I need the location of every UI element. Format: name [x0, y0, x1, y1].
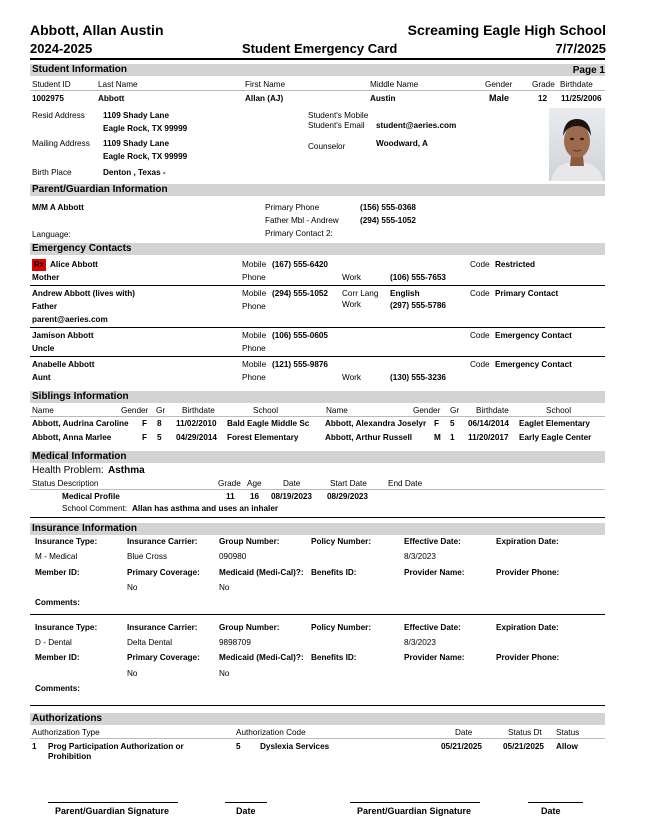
auth-status: Allow	[556, 742, 578, 751]
resid-address-line1: 1109 Shady Lane	[103, 111, 169, 120]
divider	[30, 90, 605, 91]
medical-age: 16	[250, 492, 260, 501]
sibling2-birthdate: 04/29/2014	[176, 433, 217, 442]
auth-date: 05/21/2025	[441, 742, 482, 751]
counselor: Woodward, A	[376, 139, 428, 148]
student-name-title: Abbott, Allan Austin	[30, 22, 164, 38]
parent-signature-label-2: Parent/Guardian Signature	[357, 806, 472, 816]
sibling3-school: Eaglet Elementary	[519, 419, 590, 428]
policy1-carrier: Blue Cross	[127, 552, 168, 561]
divider	[30, 705, 605, 706]
label-corr-lang: Corr Lang	[342, 289, 379, 298]
birth-place: Denton , Texas -	[103, 168, 166, 177]
label-provider-name: Provider Name:	[404, 568, 465, 577]
label-student-mobile: Student's Mobile	[308, 111, 369, 120]
label-code: Code	[470, 360, 490, 369]
label-provider-phone: Provider Phone:	[496, 568, 560, 577]
label-insurance-type: Insurance Type:	[35, 623, 98, 632]
divider	[30, 356, 605, 357]
label-phone: Phone	[242, 273, 266, 282]
sibling2-school: Forest Elementary	[227, 433, 299, 442]
sibling4-gender: M	[434, 433, 441, 442]
label-expiration-date: Expiration Date:	[496, 623, 559, 632]
primary-phone: (156) 555-0368	[360, 203, 416, 212]
contact2-email: parent@aeries.com	[32, 315, 108, 324]
divider	[30, 489, 605, 490]
contact4-relation: Aunt	[32, 373, 51, 382]
student-gender: Male	[489, 93, 510, 103]
contact2-code: Primary Contact	[495, 289, 559, 298]
auth-col-status: Status	[556, 728, 580, 737]
label-work: Work	[342, 273, 361, 282]
policy2-carrier: Delta Dental	[127, 638, 173, 647]
label-group-number: Group Number:	[219, 623, 280, 632]
medical-description: Medical Profile	[62, 492, 120, 501]
policy2-medicaid: No	[219, 669, 230, 678]
rx-medical-icon: Rx	[33, 260, 45, 269]
divider	[30, 517, 605, 518]
date-line	[528, 802, 583, 803]
student-birthdate: 11/25/2006	[561, 94, 602, 103]
sibling1-school: Bald Eagle Middle Sc	[227, 419, 310, 428]
label-student-email: Student's Email	[308, 121, 365, 130]
divider	[30, 285, 605, 286]
authorizations-header: Authorizations	[30, 713, 605, 725]
med-col-date: Date	[283, 479, 301, 488]
label-primary-coverage: Primary Coverage:	[127, 653, 200, 662]
sib-col-name: Name	[32, 406, 54, 415]
health-problem: Asthma	[108, 465, 145, 476]
label-benefits-id: Benefits ID:	[311, 653, 357, 662]
policy2-group: 9898709	[219, 638, 251, 647]
father-mobile: (294) 555-1052	[360, 216, 416, 225]
label-counselor: Counselor	[308, 142, 346, 151]
sib-col-gr: Gr	[156, 406, 166, 415]
label-member-id: Member ID:	[35, 568, 80, 577]
label-expiration-date: Expiration Date:	[496, 537, 559, 546]
label-work: Work	[342, 373, 361, 382]
contact4-work: (130) 555-3236	[390, 373, 446, 382]
sibling2-gender: F	[142, 433, 148, 442]
auth-code: Dyslexia Services	[260, 742, 330, 751]
siblings-header: Siblings Information	[30, 391, 605, 403]
school-comment: Allan has asthma and uses an inhaler	[132, 504, 279, 513]
label-mobile: Mobile	[242, 360, 267, 369]
contact1-name: Alice Abbott	[50, 260, 98, 269]
contact3-mobile: (106) 555-0605	[272, 331, 328, 340]
label-health-problem: Health Problem:	[32, 465, 104, 476]
auth-type-line1: Prog Participation Authorization or	[48, 742, 184, 751]
auth-status-date: 05/21/2025	[503, 742, 544, 751]
parent-info-header: Parent/Guardian Information	[30, 184, 605, 196]
label-mobile: Mobile	[242, 331, 267, 340]
med-col-grade: Grade	[218, 479, 241, 488]
date-label-2: Date	[541, 806, 561, 816]
contact2-work: (297) 555-5786	[390, 301, 446, 310]
label-code: Code	[470, 260, 490, 269]
mailing-address-line2: Eagle Rock, TX 99999	[103, 152, 188, 161]
contact2-mobile: (294) 555-1052	[272, 289, 328, 298]
label-resid-address: Resid Address	[32, 111, 85, 120]
label-phone: Phone	[242, 344, 266, 353]
med-col-age: Age	[247, 479, 262, 488]
label-effective-date: Effective Date:	[404, 537, 461, 546]
student-last-name: Abbott	[98, 94, 125, 103]
page-number: Page 1	[572, 65, 605, 76]
label-middle-name: Middle Name	[370, 80, 419, 89]
parent-name: M/M A Abbott	[32, 203, 84, 212]
policy1-medicaid: No	[219, 583, 230, 592]
med-col-status: Status Description	[32, 479, 99, 488]
label-primary-coverage: Primary Coverage:	[127, 568, 200, 577]
label-phone: Phone	[242, 373, 266, 382]
sibling4-school: Early Eagle Center	[519, 433, 592, 442]
auth-col-code: Authorization Code	[236, 728, 306, 737]
sib-col-name: Name	[326, 406, 348, 415]
med-col-start: Start Date	[330, 479, 367, 488]
sibling3-name: Abbott, Alexandra Joselyr	[325, 419, 427, 428]
sibling1-grade: 8	[157, 419, 162, 428]
label-phone: Phone	[242, 302, 266, 311]
sibling3-birthdate: 06/14/2014	[468, 419, 509, 428]
sib-col-school: School	[546, 406, 572, 415]
sibling2-grade: 5	[157, 433, 162, 442]
label-group-number: Group Number:	[219, 537, 280, 546]
label-provider-phone: Provider Phone:	[496, 653, 560, 662]
label-language: Language:	[32, 230, 71, 239]
label-primary-contact-2: Primary Contact 2:	[265, 229, 333, 238]
label-insurance-carrier: Insurance Carrier:	[127, 623, 198, 632]
signature-line	[350, 802, 480, 803]
label-gender: Gender	[485, 80, 513, 89]
student-info-header: Student Information	[30, 64, 605, 76]
contact4-name: Anabelle Abbott	[32, 360, 95, 369]
sib-col-birthdate: Birthdate	[182, 406, 215, 415]
policy2-primary: No	[127, 669, 138, 678]
med-col-end: End Date	[388, 479, 423, 488]
sib-col-birthdate: Birthdate	[476, 406, 509, 415]
contact3-name: Jamison Abbott	[32, 331, 94, 340]
label-effective-date: Effective Date:	[404, 623, 461, 632]
mailing-address-line1: 1109 Shady Lane	[103, 139, 169, 148]
policy1-group: 090980	[219, 552, 247, 561]
divider	[30, 614, 605, 615]
sibling3-grade: 5	[450, 419, 455, 428]
school-year: 2024-2025	[30, 41, 93, 56]
contact1-relation: Mother	[32, 273, 60, 282]
label-last-name: Last Name	[98, 80, 138, 89]
sib-col-gender: Gender	[121, 406, 149, 415]
contact2-name: Andrew Abbott (lives with)	[32, 289, 135, 298]
date-label-1: Date	[236, 806, 256, 816]
label-birth-place: Birth Place	[32, 168, 72, 177]
label-grade: Grade	[532, 80, 555, 89]
sibling3-gender: F	[434, 419, 440, 428]
label-policy-number: Policy Number:	[311, 623, 372, 632]
label-member-id: Member ID:	[35, 653, 80, 662]
contact1-code: Restricted	[495, 260, 536, 269]
student-photo	[549, 108, 605, 181]
label-comments: Comments:	[35, 684, 81, 693]
student-middle-name: Austin	[370, 94, 396, 103]
date-line	[225, 802, 267, 803]
sibling4-name: Abbott, Arthur Russell	[325, 433, 413, 442]
header-divider	[30, 58, 605, 60]
divider	[30, 327, 605, 328]
label-code: Code	[470, 331, 490, 340]
label-medicaid: Medicaid (Medi-Cal)?:	[219, 568, 304, 577]
sibling2-name: Abbott, Anna Marlee	[32, 433, 112, 442]
contact3-relation: Uncle	[32, 344, 55, 353]
label-mobile: Mobile	[242, 289, 267, 298]
sibling4-grade: 1	[450, 433, 455, 442]
label-mailing-address: Mailing Address	[32, 139, 90, 148]
auth-row-number: 1	[32, 742, 37, 751]
divider	[30, 738, 605, 739]
auth-code-number: 5	[236, 742, 241, 751]
card-title: Student Emergency Card	[242, 41, 398, 56]
sibling1-birthdate: 11/02/2010	[176, 419, 217, 428]
label-first-name: First Name	[245, 80, 286, 89]
label-benefits-id: Benefits ID:	[311, 568, 357, 577]
parent-signature-label-1: Parent/Guardian Signature	[55, 806, 170, 816]
student-first-name: Allan (AJ)	[245, 94, 284, 103]
sibling4-birthdate: 11/20/2017	[468, 433, 509, 442]
student-grade: 12	[538, 94, 548, 103]
medical-date: 08/19/2023	[271, 492, 312, 501]
label-work: Work	[342, 300, 361, 309]
contact1-mobile: (167) 555-6420	[272, 260, 328, 269]
policy1-type: M - Medical	[35, 552, 78, 561]
label-provider-name: Provider Name:	[404, 653, 465, 662]
medical-grade: 11	[226, 492, 235, 501]
label-insurance-type: Insurance Type:	[35, 537, 98, 546]
contact1-work: (106) 555-7653	[390, 273, 446, 282]
auth-col-type: Authorization Type	[32, 728, 100, 737]
label-insurance-carrier: Insurance Carrier:	[127, 537, 198, 546]
print-date: 7/7/2025	[555, 41, 606, 56]
label-birthdate: Birthdate	[560, 80, 593, 89]
policy2-type: D - Dental	[35, 638, 72, 647]
signature-line	[48, 802, 178, 803]
student-email: student@aeries.com	[376, 121, 457, 130]
school-name: Screaming Eagle High School	[407, 22, 606, 38]
contact2-relation: Father	[32, 302, 58, 311]
label-mobile: Mobile	[242, 260, 267, 269]
emergency-contacts-header: Emergency Contacts	[30, 243, 605, 255]
auth-col-date: Date	[455, 728, 473, 737]
policy1-effective: 8/3/2023	[404, 552, 436, 561]
label-comments: Comments:	[35, 598, 81, 607]
label-father-mobile: Father Mbl - Andrew	[265, 216, 339, 225]
label-primary-phone: Primary Phone	[265, 203, 320, 212]
sibling1-name: Abbott, Audrina Caroline	[32, 419, 129, 428]
label-code: Code	[470, 289, 490, 298]
policy1-primary: No	[127, 583, 138, 592]
divider	[30, 416, 605, 417]
resid-address-line2: Eagle Rock, TX 99999	[103, 124, 188, 133]
label-student-id: Student ID	[32, 80, 71, 89]
label-policy-number: Policy Number:	[311, 537, 372, 546]
medical-start-date: 08/29/2023	[327, 492, 368, 501]
contact2-corr-lang: English	[390, 289, 420, 298]
insurance-header: Insurance Information	[30, 523, 605, 535]
policy2-effective: 8/3/2023	[404, 638, 436, 647]
sibling1-gender: F	[142, 419, 148, 428]
sib-col-gender: Gender	[413, 406, 441, 415]
sib-col-school: School	[253, 406, 279, 415]
label-medicaid: Medicaid (Medi-Cal)?:	[219, 653, 304, 662]
contact3-code: Emergency Contact	[495, 331, 572, 340]
sib-col-gr: Gr	[450, 406, 460, 415]
contact4-mobile: (121) 555-9876	[272, 360, 328, 369]
medical-header: Medical Information	[30, 451, 605, 463]
auth-type-line2: Prohibition	[48, 752, 92, 761]
student-id: 1002975	[32, 94, 64, 103]
label-school-comment: School Comment:	[62, 504, 128, 513]
auth-col-status-dt: Status Dt	[508, 728, 542, 737]
contact4-code: Emergency Contact	[495, 360, 572, 369]
